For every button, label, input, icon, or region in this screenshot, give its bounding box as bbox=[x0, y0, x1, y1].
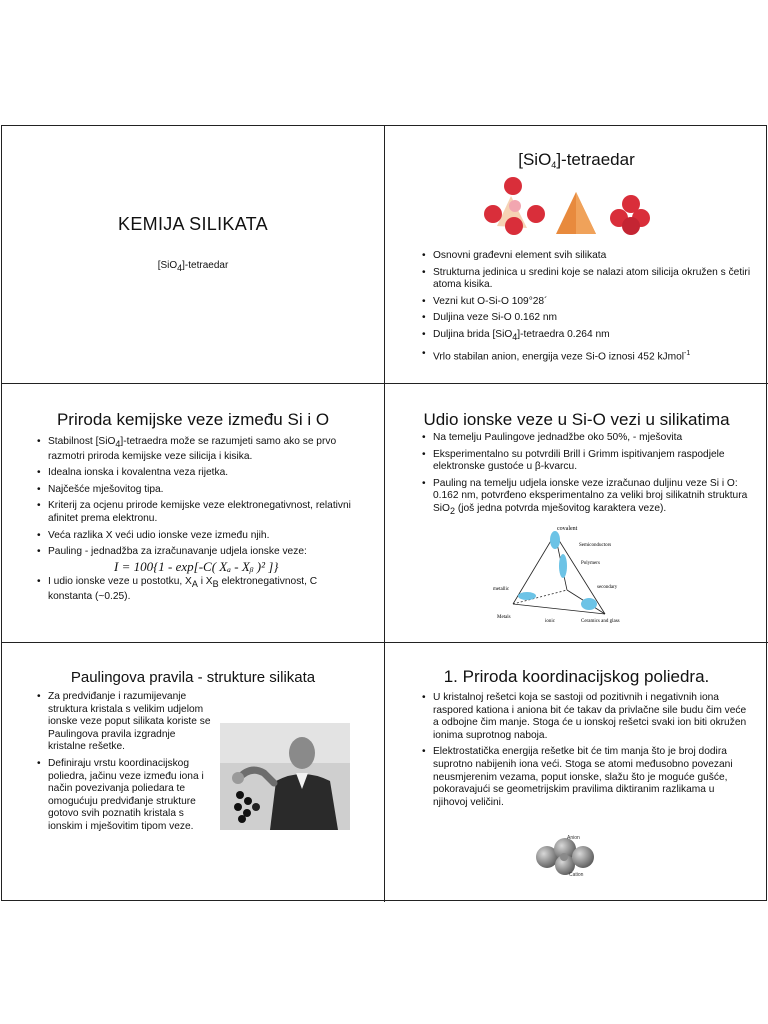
label-polymers: Polymers bbox=[581, 561, 600, 566]
superscript: -1 bbox=[684, 349, 691, 357]
list-item: • Za predviđanje i razumijevanje struktura kristala s velikim udjelom ionske veze poput silikata koriste se Paulingova pravila izgradnje kristalne rešetke. bbox=[34, 691, 216, 754]
title-text: ]-tetraedar bbox=[556, 150, 635, 169]
oxygen-atom bbox=[622, 217, 640, 235]
slide-3 bbox=[2, 384, 385, 643]
slide-2 bbox=[385, 126, 768, 384]
list-item: • Eksperimentalno su potvrdili Brill i Grimm ispitivanjem raspodjele elektronske gustoće u β-kvarcu. bbox=[419, 449, 749, 474]
slide-grid bbox=[1, 125, 767, 901]
model-atom bbox=[236, 791, 244, 799]
label-metals: Metals bbox=[497, 615, 511, 620]
label-cation: Cation bbox=[569, 872, 584, 877]
label-anion: Anion bbox=[567, 835, 580, 841]
list-item bbox=[34, 436, 364, 463]
subtitle-text: [SiO bbox=[157, 260, 178, 271]
text: Pauling na temelju udjela ionske veze izračunao duljinu veze Si i O: 0.162 nm, potvrđeno eksperimentalno za veliki broj silikatnih struktura SiO bbox=[433, 477, 748, 514]
list-item bbox=[419, 348, 759, 364]
list-item: • Idealna ionska i kovalentna veza rijetka. bbox=[34, 467, 364, 480]
hand bbox=[232, 772, 244, 784]
bullet-list bbox=[34, 436, 364, 608]
list-item bbox=[34, 576, 364, 603]
slide-6 bbox=[385, 643, 768, 902]
text: ]-tetraedra 0.264 nm bbox=[517, 328, 610, 340]
slide-title: Priroda kemijske veze između Si i O bbox=[56, 410, 330, 429]
text: (još jedna potvrda mješovitog karaktera veze). bbox=[455, 502, 667, 514]
tetrahedron-figure bbox=[481, 174, 671, 246]
text: elektronegativnost, C konstanta (~0.25). bbox=[48, 576, 318, 602]
label-ceramics: Ceramics and glass bbox=[581, 619, 620, 624]
model-atom bbox=[238, 815, 246, 823]
list-item bbox=[419, 478, 749, 518]
list-item: • Kriterij za ocjenu prirode kemijske veze elektronegativnost, relativni afinitet prema elektronu. bbox=[34, 500, 364, 525]
slide-title: 1. Priroda koordinacijskog poliedra. bbox=[443, 667, 710, 686]
label-metallic: metallic bbox=[493, 587, 510, 592]
list-item: • U kristalnoj rešetci koja se sastoji od pozitivnih i negativnih iona raspored kationa i aniona bit će takav da privlačne sile budu čim veće a odbojne čim manje. Stoga će u ionskoj rešetci svaki ion biti okružen ionima suprotnog naboja. bbox=[419, 692, 749, 742]
list-item bbox=[419, 329, 759, 344]
bullet-list bbox=[34, 691, 216, 838]
polymer-region bbox=[559, 554, 567, 578]
slide-1 bbox=[2, 126, 385, 384]
head bbox=[289, 737, 315, 769]
oxygen-atom bbox=[504, 177, 522, 195]
subscript: 4 bbox=[177, 263, 183, 273]
silicon-atom bbox=[509, 200, 521, 212]
subscript: 4 bbox=[115, 439, 121, 449]
oxygen-atom bbox=[505, 217, 523, 235]
text: I udio ionske veze u postotku, X bbox=[48, 576, 192, 588]
oxygen-atom bbox=[527, 205, 545, 223]
subscript: 4 bbox=[551, 160, 557, 170]
list-item: • Duljina veze Si-O 0.162 nm bbox=[419, 312, 759, 325]
tetrahedron-face bbox=[576, 192, 596, 234]
slide-title: KEMIJA SILIKATA bbox=[118, 214, 268, 234]
text: Vrlo stabilan anion, energija veze Si-O iznosi 452 kJmol bbox=[433, 350, 685, 362]
title-text: [SiO bbox=[518, 150, 552, 169]
slide-5 bbox=[2, 643, 385, 902]
ion-packing-figure bbox=[533, 833, 613, 877]
text: Stabilnost [SiO bbox=[48, 436, 116, 447]
list-item: • Osnovni građevni element svih silikata bbox=[419, 250, 759, 263]
text: i X bbox=[197, 576, 213, 588]
bullet-list bbox=[419, 250, 759, 368]
list-item: • Vezni kut O-Si-O 109°28´ bbox=[419, 296, 759, 309]
model-atom bbox=[234, 803, 242, 811]
bullet-list bbox=[419, 432, 749, 522]
slide-title bbox=[385, 150, 768, 170]
covalent-region bbox=[550, 531, 560, 549]
subscript: 2 bbox=[449, 505, 455, 516]
oxygen-atom bbox=[484, 205, 502, 223]
pauling-formula: I = 100{1 - exp[-C( Xₐ - Xᵦ )² ]} bbox=[114, 558, 279, 574]
ceramic-region bbox=[581, 598, 597, 610]
bonding-tetrahedron-diagram bbox=[493, 524, 663, 624]
text: Duljina brida [SiO bbox=[433, 328, 513, 340]
list-item: • Na temelju Paulingove jednadžbe oko 50%, - mješovita bbox=[419, 432, 749, 445]
slide-title: Udio ionske veze u Si-O vezi u silikatima bbox=[423, 410, 730, 429]
slide-4 bbox=[385, 384, 768, 643]
label-secondary: secondary bbox=[597, 585, 618, 590]
model-atom bbox=[244, 797, 252, 805]
label-covalent: covalent bbox=[557, 526, 578, 532]
text: ]-tetraedra može se razumjeti samo ako se prvo razmotri priroda kemijske veze silicija i kisika. bbox=[48, 436, 337, 462]
label-ionic: ionic bbox=[545, 619, 555, 624]
list-item: • Elektrostatička energija rešetke bit će tim manja što je broj dodira suprotno nabijenih iona veći. Stoga se atomi međusobno povezani neusmjerenim vezama, poput ionske, slažu što je moguće gušće, pokoravajući se geometrijskim pravilima diktiranim razlikama u njihovoj veličini. bbox=[419, 746, 749, 809]
subtitle-text: ]-tetraedar bbox=[182, 260, 229, 271]
list-item: • Pauling - jednadžba za izračunavanje udjela ionske veze: bbox=[34, 546, 364, 559]
subscript: 4 bbox=[512, 331, 518, 342]
photo-wall bbox=[220, 723, 350, 763]
pauling-photo bbox=[220, 723, 350, 830]
model-atom bbox=[252, 803, 260, 811]
cation-sphere bbox=[560, 853, 568, 861]
subscript: A bbox=[191, 579, 198, 590]
metal-region bbox=[518, 592, 536, 600]
slide-subtitle bbox=[2, 260, 384, 273]
list-item: • Najčešće mješovitog tipa. bbox=[34, 484, 364, 497]
label-semiconductors: Semiconductors bbox=[579, 543, 612, 548]
list-item: • Definiraju vrstu koordinacijskog poliedra, jačinu veze između iona i način povezivanja poliedara te omogućuju predviđanje strukture gotovo svih poznatih kristala s ionskim i mješovitim tipom veze. bbox=[34, 758, 216, 834]
anion-sphere bbox=[572, 846, 594, 868]
slide-title: Paulingova pravila - strukture silikata bbox=[70, 669, 316, 686]
subscript: B bbox=[212, 579, 219, 590]
list-item: • Veća razlika X veći udio ionske veze između njih. bbox=[34, 530, 364, 543]
list-item: • Strukturna jedinica u sredini koje se nalazi atom silicija okružen s četiri atoma kisika. bbox=[419, 267, 759, 292]
bullet-list bbox=[419, 692, 749, 813]
